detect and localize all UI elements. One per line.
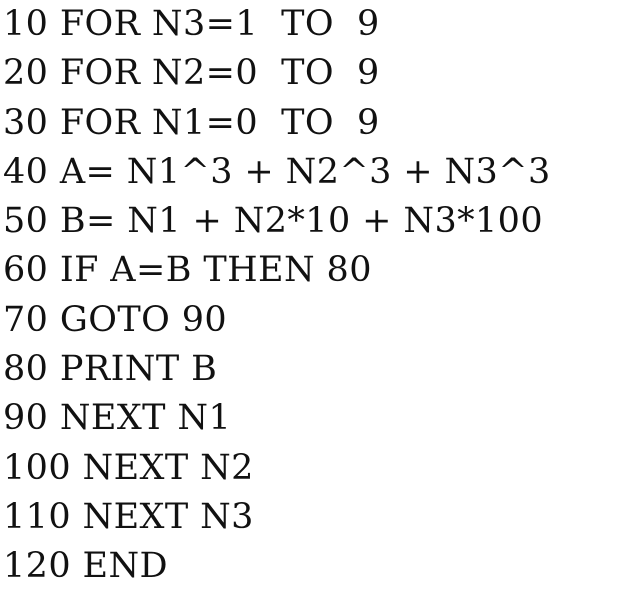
line-number: 20 <box>3 53 49 94</box>
code-line-50 <box>3 197 617 246</box>
code-line-10 <box>3 0 617 49</box>
code-line-120 <box>3 542 617 591</box>
statement-for-n3: FOR N3=1 TO 9 <box>59 4 380 44</box>
statement-for-n1: FOR N1=0 TO 9 <box>59 102 380 143</box>
code-line-60 <box>3 246 617 295</box>
code-line-80 <box>3 345 617 394</box>
line-number: 90 <box>3 398 49 439</box>
code-line-20 <box>3 49 617 98</box>
statement-assign-b: B= N1 + N2*10 + N3*100 <box>59 201 544 242</box>
line-number: 10 <box>3 4 49 44</box>
line-number: 100 <box>3 447 72 488</box>
statement-next-n1: NEXT N1 <box>59 398 232 439</box>
statement-for-n2: FOR N2=0 TO 9 <box>59 53 380 94</box>
statement-next-n2: NEXT N2 <box>82 447 254 488</box>
code-line-100 <box>3 444 617 493</box>
code-line-110 <box>3 493 617 542</box>
line-number: 80 <box>3 349 49 390</box>
line-number: 110 <box>3 496 72 537</box>
line-number: 40 <box>3 151 49 192</box>
statement-if-then: IF A=B THEN 80 <box>59 250 372 291</box>
line-number: 30 <box>3 102 49 143</box>
code-line-40 <box>3 148 617 197</box>
line-number: 120 <box>3 546 72 587</box>
statement-end: END <box>82 546 168 587</box>
line-number: 50 <box>3 201 49 242</box>
line-number: 60 <box>3 250 49 291</box>
statement-assign-a: A= N1^3 + N2^3 + N3^3 <box>59 151 551 192</box>
code-line-30 <box>3 99 617 148</box>
line-number: 70 <box>3 299 49 340</box>
code-line-70 <box>3 296 617 345</box>
code-line-90 <box>3 394 617 443</box>
statement-goto: GOTO 90 <box>59 299 228 340</box>
statement-next-n3: NEXT N3 <box>82 496 254 537</box>
basic-program-listing <box>3 0 617 587</box>
statement-print: PRINT B <box>59 349 218 390</box>
